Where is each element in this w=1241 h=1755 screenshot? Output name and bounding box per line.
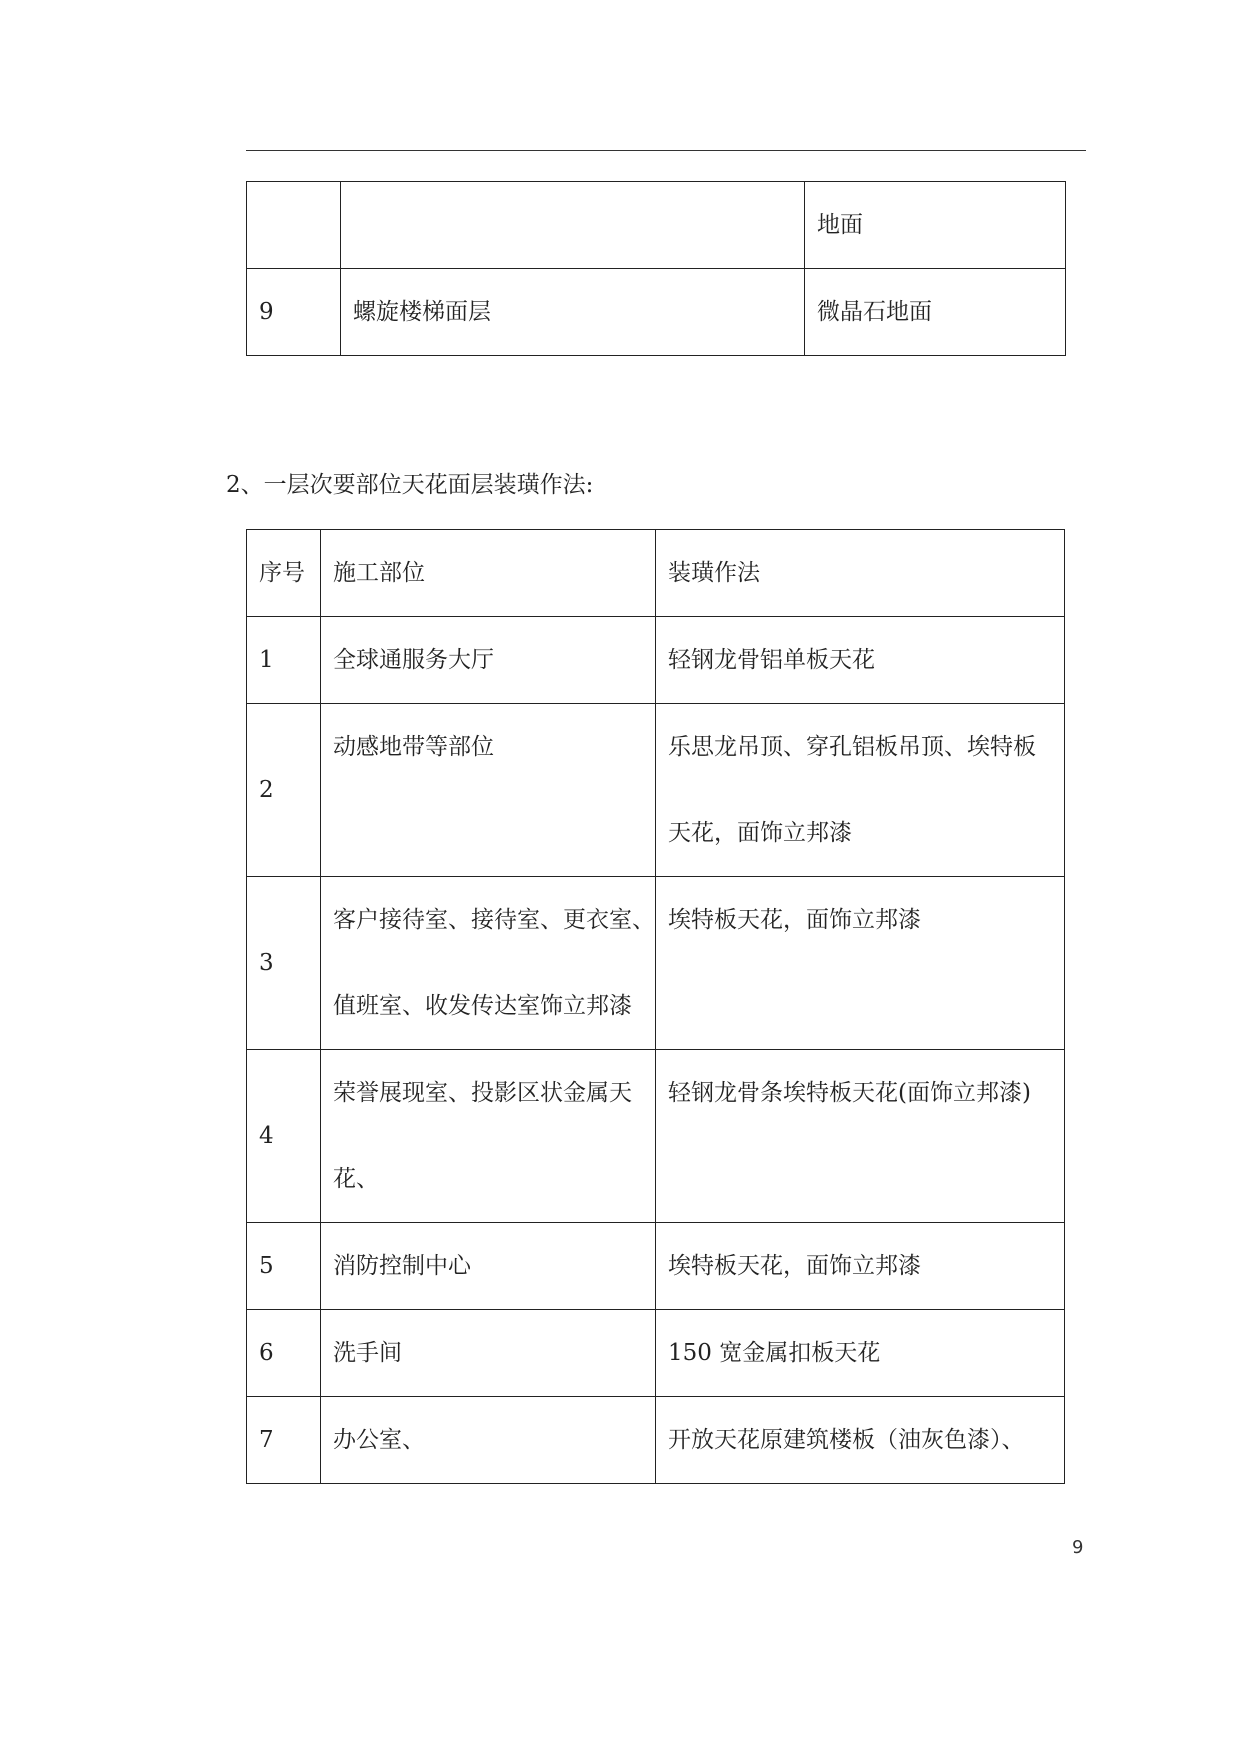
- cell-line: 轻钢龙骨条埃特板天花(面饰立邦漆): [668, 1080, 1031, 1106]
- header-rule: [246, 150, 1086, 151]
- cell-method: [656, 704, 1065, 877]
- table-header-row: [247, 530, 1065, 617]
- cell-no: [247, 182, 341, 269]
- table-row: [247, 1310, 1065, 1397]
- cell-no: 2: [247, 704, 321, 877]
- table-row: [247, 182, 1066, 269]
- page-number: 9: [1072, 1537, 1084, 1558]
- header-location: 施工部位: [321, 530, 656, 617]
- cell-method: 微晶石地面: [805, 269, 1066, 356]
- cell-method: 轻钢龙骨铝单板天花: [656, 617, 1065, 704]
- cell-location: [341, 182, 805, 269]
- cell-line: 荣誉展现室、投影区状金属天: [333, 1080, 632, 1106]
- decoration-table-ceiling: [246, 529, 1065, 1484]
- cell-method: 150 宽金属扣板天花: [656, 1310, 1065, 1397]
- cell-method: 开放天花原建筑楼板（油灰色漆）、: [656, 1397, 1065, 1484]
- table-row: [247, 877, 1065, 1050]
- cell-location: 洗手间: [321, 1310, 656, 1397]
- cell-no: 9: [247, 269, 341, 356]
- cell-no: 1: [247, 617, 321, 704]
- cell-location: [321, 877, 656, 1050]
- table-row: [247, 1397, 1065, 1484]
- cell-method: 地面: [805, 182, 1066, 269]
- cell-line: 值班室、收发传达室饰立邦漆: [333, 993, 632, 1019]
- cell-location: 螺旋楼梯面层: [341, 269, 805, 356]
- decoration-table-floor: [246, 181, 1066, 356]
- cell-no: 7: [247, 1397, 321, 1484]
- table-row: [247, 269, 1066, 356]
- cell-line: 花、: [333, 1166, 379, 1192]
- cell-no: 4: [247, 1050, 321, 1223]
- header-method: 装璜作法: [656, 530, 1065, 617]
- cell-location: 全球通服务大厅: [321, 617, 656, 704]
- cell-location: [321, 704, 656, 877]
- cell-no: 5: [247, 1223, 321, 1310]
- table-row: [247, 617, 1065, 704]
- cell-location: 办公室、: [321, 1397, 656, 1484]
- cell-line: 乐思龙吊顶、穿孔铝板吊顶、埃特板: [668, 734, 1036, 760]
- cell-line: 天花，面饰立邦漆: [668, 820, 852, 846]
- cell-line: 埃特板天花，面饰立邦漆: [668, 907, 921, 933]
- cell-method: 埃特板天花，面饰立邦漆: [656, 1223, 1065, 1310]
- cell-method: [656, 1050, 1065, 1223]
- cell-no: 3: [247, 877, 321, 1050]
- cell-method: [656, 877, 1065, 1050]
- cell-location: 消防控制中心: [321, 1223, 656, 1310]
- section-heading: 2、一层次要部位天花面层装璜作法:: [226, 472, 594, 498]
- header-no: 序号: [247, 530, 321, 617]
- table-row: [247, 704, 1065, 877]
- table-row: [247, 1050, 1065, 1223]
- cell-location: [321, 1050, 656, 1223]
- cell-no: 6: [247, 1310, 321, 1397]
- cell-line: 动感地带等部位: [333, 734, 494, 760]
- cell-line: 客户接待室、接待室、更衣室、: [333, 907, 655, 933]
- table-row: [247, 1223, 1065, 1310]
